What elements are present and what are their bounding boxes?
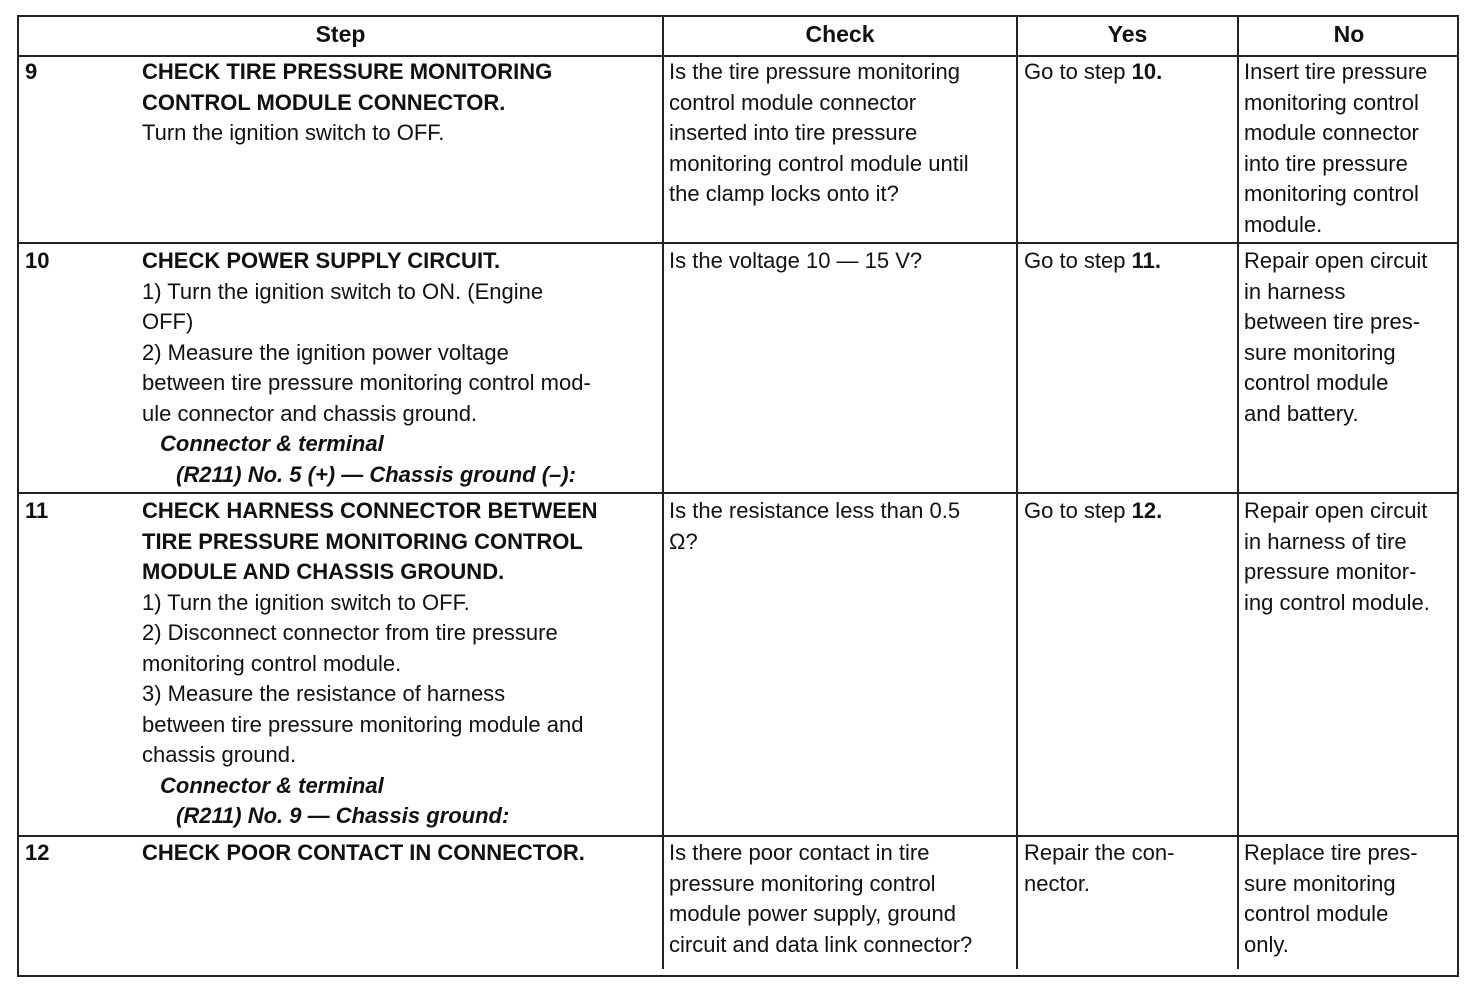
check-question — [669, 838, 972, 960]
check-question — [669, 496, 960, 557]
step-title-line: CONTROL MODULE CONNECTOR. — [142, 89, 506, 115]
step-body-line: 1) Turn the ignition switch to OFF. — [142, 589, 470, 615]
step-body-line: 3) Measure the resistance of harness — [142, 681, 506, 706]
check-question — [669, 57, 969, 210]
no-line: control module — [1244, 901, 1389, 926]
step-title-line: CHECK HARNESS CONNECTOR BETWEEN — [142, 498, 598, 523]
step-body-line: 2) Measure the ignition power voltage — [142, 339, 509, 365]
step-body-line: Turn the ignition switch to OFF. — [142, 120, 445, 145]
no-line: in harness — [1244, 278, 1346, 304]
header-check: Check — [805, 21, 875, 47]
step-title-line: TIRE PRESSURE MONITORING CONTROL — [142, 528, 583, 554]
step-number: 9 — [25, 59, 38, 84]
step-title-line: MODULE AND CHASSIS GROUND. — [142, 559, 505, 584]
no-line: only. — [1244, 931, 1289, 957]
step-number: 11 — [25, 498, 49, 523]
yes-line: nector. — [1024, 870, 1091, 896]
step-description — [142, 496, 598, 832]
spec-label: Connector & terminal — [160, 772, 384, 798]
no-line: between tire pres- — [1244, 309, 1421, 334]
header-step: Step — [315, 21, 366, 47]
row-divider — [19, 492, 1457, 494]
check-line: inserted into tire pressure — [669, 120, 918, 145]
step-body-line: between tire pressure monitoring control mod- — [142, 370, 591, 395]
check-line: monitoring control module until — [669, 150, 969, 176]
yes-line: Repair the con- — [1024, 840, 1175, 865]
no-line: sure monitoring — [1244, 870, 1396, 896]
row-divider — [19, 835, 1457, 837]
diagnostic-table — [17, 15, 1459, 977]
step-body-line: monitoring control module. — [142, 650, 402, 676]
yes-prefix: Go to step — [1024, 498, 1132, 523]
spec-label: Connector & terminal — [160, 431, 384, 456]
check-line: Is the tire pressure monitoring — [669, 59, 961, 84]
step-description — [142, 246, 591, 490]
check-line: Is there poor contact in tire — [669, 840, 930, 865]
header-yes: Yes — [1107, 21, 1148, 47]
step-title-line: CHECK POOR CONTACT IN CONNECTOR. — [142, 840, 585, 865]
check-line: Ω? — [669, 528, 698, 554]
check-line: control module connector — [669, 89, 917, 115]
no-line: and battery. — [1244, 400, 1359, 426]
no-line: pressure monitor- — [1244, 559, 1417, 584]
step-body-line: 1) Turn the ignition switch to ON. (Engine — [142, 278, 544, 304]
no-line: into tire pressure — [1244, 150, 1408, 176]
check-line: Is the voltage 10 — 15 V? — [669, 248, 923, 273]
step-description — [142, 57, 552, 149]
no-line: monitoring control — [1244, 181, 1419, 206]
spec-value: (R211) No. 9 — Chassis ground: — [176, 803, 510, 828]
no-line: Repair open circuit — [1244, 498, 1428, 523]
check-question — [669, 246, 922, 277]
yes-action — [1024, 246, 1161, 277]
yes-prefix: Go to step — [1024, 248, 1132, 273]
check-line: the clamp locks onto it? — [669, 181, 899, 206]
no-action — [1244, 838, 1418, 960]
no-action — [1244, 496, 1430, 618]
yes-step-ref: 11. — [1131, 248, 1161, 273]
no-line: Repair open circuit — [1244, 248, 1428, 273]
step-body-line: chassis ground. — [142, 742, 297, 767]
yes-step-ref: 10. — [1131, 59, 1163, 84]
check-line: pressure monitoring control — [669, 870, 936, 896]
no-action — [1244, 57, 1427, 240]
step-title-line: CHECK TIRE PRESSURE MONITORING — [142, 59, 553, 84]
step-body-line: between tire pressure monitoring module and — [142, 711, 584, 737]
no-line: sure monitoring — [1244, 339, 1396, 365]
step-body-line: OFF) — [142, 309, 194, 334]
no-action — [1244, 246, 1427, 429]
check-line: module power supply, ground — [669, 901, 956, 926]
step-number: 10 — [25, 248, 50, 273]
yes-action — [1024, 496, 1162, 527]
step-body-line: ule connector and chassis ground. — [142, 400, 478, 426]
check-line: Is the resistance less than 0.5 — [669, 498, 961, 523]
step-body-line: 2) Disconnect connector from tire pressure — [142, 620, 558, 645]
header-no: No — [1333, 21, 1365, 47]
spec-value: (R211) No. 5 (+) — Chassis ground (–): — [176, 461, 576, 487]
yes-action — [1024, 57, 1162, 88]
no-line: module. — [1244, 211, 1323, 237]
yes-prefix: Go to step — [1024, 59, 1132, 84]
step-title-line: CHECK POWER SUPPLY CIRCUIT. — [142, 248, 501, 273]
step-number: 12 — [25, 840, 50, 865]
yes-step-ref: 12. — [1131, 498, 1163, 523]
check-line: circuit and data link connector? — [669, 931, 973, 957]
no-line: ing control module. — [1244, 589, 1430, 615]
yes-action — [1024, 838, 1174, 899]
no-line: Replace tire pres- — [1244, 840, 1418, 865]
no-line: in harness of tire — [1244, 528, 1407, 554]
no-line: control module — [1244, 370, 1389, 395]
step-description — [142, 838, 585, 869]
no-line: Insert tire pressure — [1244, 59, 1428, 84]
no-line: module connector — [1244, 120, 1419, 145]
row-divider — [19, 242, 1457, 244]
no-line: monitoring control — [1244, 89, 1419, 115]
